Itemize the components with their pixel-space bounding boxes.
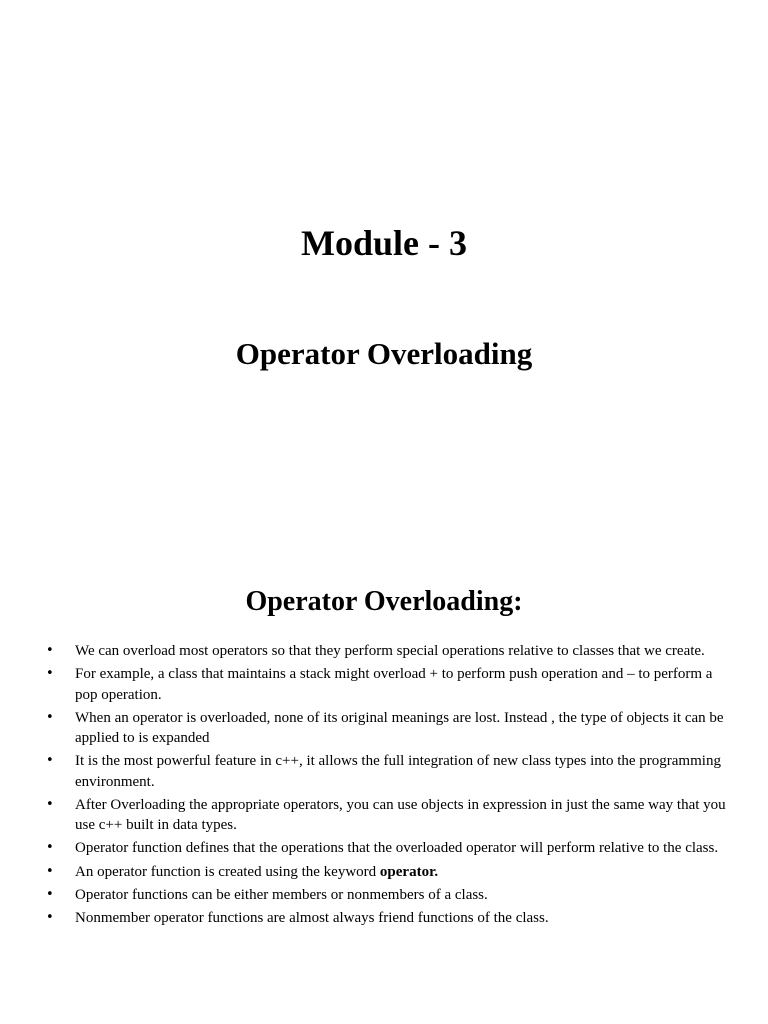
bullet-text: Nonmember operator functions are almost always friend functions of the class. [75, 909, 549, 926]
list-item [42, 908, 732, 929]
bullet-icon: • [46, 709, 54, 725]
list-item [42, 664, 732, 705]
list-item [42, 862, 732, 883]
bullet-text: Operator function defines that the operations that the overloaded operator will perform relative to the class. [75, 840, 719, 857]
bullet-icon: • [46, 886, 54, 902]
list-item [42, 885, 732, 906]
topic-subtitle: Operator Overloading [235, 336, 533, 371]
list-item [42, 795, 732, 836]
bullet-text: When an operator is overloaded, none of its original meanings are lost. Instead , the type of objects it can be applied to is expanded [75, 709, 724, 747]
bullet-list [42, 641, 732, 931]
list-item [42, 708, 732, 749]
bullet-icon: • [46, 796, 54, 812]
bullet-icon: • [46, 753, 54, 769]
bullet-icon: • [46, 840, 54, 856]
bullet-text: An operator function is created using the keyword [75, 863, 380, 880]
bullet-icon: • [46, 643, 54, 658]
keyword-text: operator. [379, 863, 439, 880]
bullet-icon: • [46, 863, 54, 879]
bullet-text: After Overloading the appropriate operators, you can use objects in expression in just the same way that you use c++ built in data types. [75, 796, 726, 834]
module-title: Module - 3 [301, 223, 467, 263]
bullet-icon: • [46, 666, 54, 682]
list-item [42, 838, 732, 859]
bullet-text: Operator functions can be either members or nonmembers of a class. [75, 886, 488, 903]
section-heading: Operator Overloading: [245, 586, 523, 617]
list-item [42, 641, 732, 662]
bullet-text: It is the most powerful feature in c++, it allows the full integration of new class types into the programming environment. [75, 753, 721, 790]
bullet-text: We can overload most operators so that they perform special operations relative to classes that we create. [75, 643, 705, 659]
bullet-text: For example, a class that maintains a stack might overload + to perform push operation and – to perform a pop operation. [75, 666, 713, 703]
list-item [42, 751, 732, 792]
bullet-icon: • [46, 909, 54, 925]
